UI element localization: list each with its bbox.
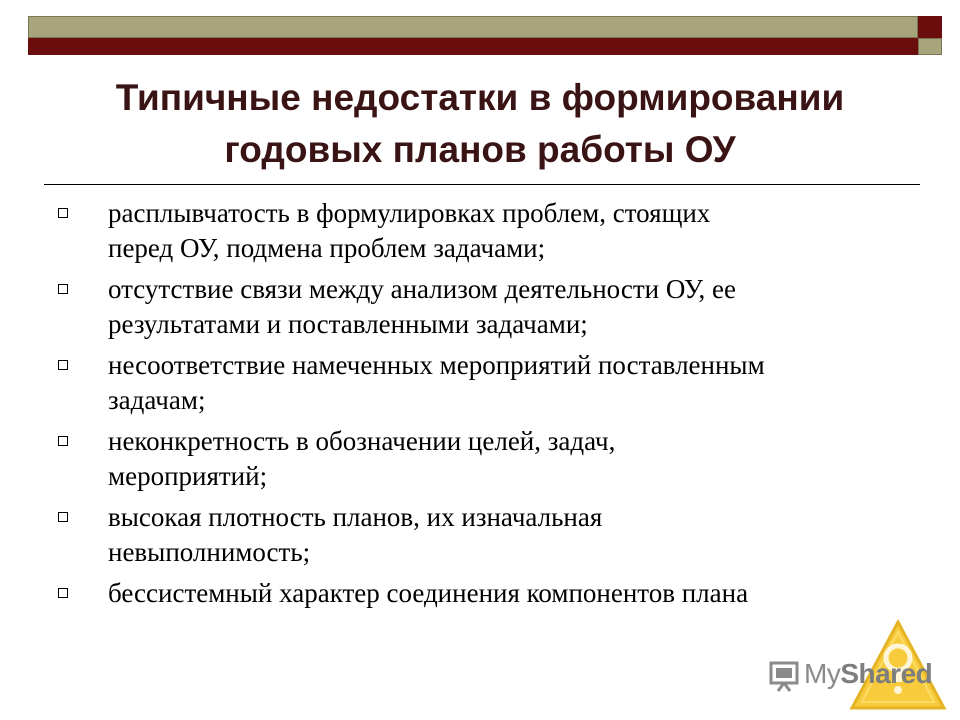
list-item-line-2: мероприятий; <box>108 461 268 491</box>
list-item-line-1: высокая плотность планов, их изначальная <box>108 502 603 532</box>
watermark-text-bold: Shared <box>840 658 933 689</box>
square-bullet-icon <box>58 284 68 294</box>
watermark-text <box>804 658 932 690</box>
square-bullet-icon <box>58 512 68 522</box>
square-bullet-icon <box>58 588 68 598</box>
list-item-line-1: неконкретность в обозначении целей, задач, <box>108 426 616 456</box>
presentation-logo-icon <box>768 660 802 692</box>
list-item-line-2: задачам; <box>108 385 206 415</box>
band-maroon-stripe <box>28 38 918 55</box>
square-bullet-icon <box>58 436 68 446</box>
list-item-line-2: невыполнимость; <box>108 537 311 567</box>
title-line-1: Типичные недостатки в формировании <box>115 77 845 118</box>
list-item <box>58 272 908 342</box>
slide-title <box>40 72 920 176</box>
list-item-line-1: несоответствие намеченных мероприятий поставленным <box>108 350 765 380</box>
list-item-line-1: бессистемный характер соединения компонентов плана <box>108 578 749 608</box>
band-olive-stripe <box>28 16 918 38</box>
band-corner-maroon <box>918 16 942 38</box>
list-item-line-1: отсутствие связи между анализом деятельности ОУ, ее <box>108 274 737 304</box>
title-line-2: годовых планов работы ОУ <box>224 129 736 170</box>
title-divider <box>44 184 920 185</box>
list-item <box>58 576 908 611</box>
header-band <box>0 0 960 60</box>
list-item-line-1: расплывчатость в формулировках проблем, стоящих <box>108 198 711 228</box>
list-item-line-2: перед ОУ, подмена проблем задачами; <box>108 233 546 263</box>
list-item <box>58 424 908 494</box>
list-item-line-2: результатами и поставленными задачами; <box>108 309 588 339</box>
list-item <box>58 348 908 418</box>
list-item <box>58 196 908 266</box>
bullet-list <box>58 196 908 617</box>
list-item <box>58 500 908 570</box>
watermark-logo <box>766 618 956 718</box>
square-bullet-icon <box>58 208 68 218</box>
band-corner-olive <box>918 38 942 55</box>
square-bullet-icon <box>58 360 68 370</box>
watermark-text-plain: My <box>804 658 841 689</box>
